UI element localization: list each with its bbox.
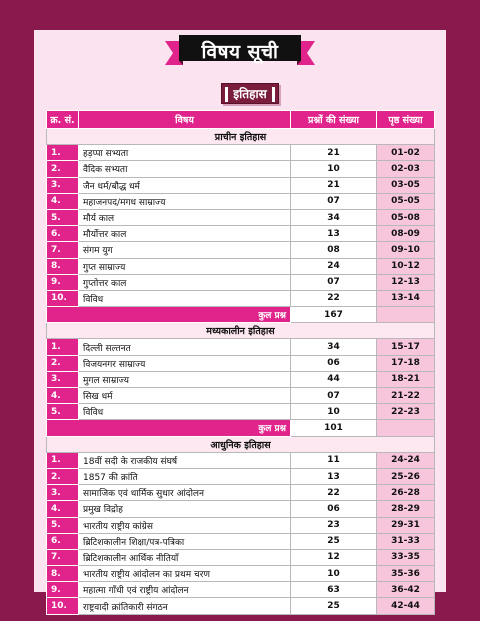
row-page-range: 25-26	[377, 468, 435, 484]
table-row	[47, 549, 435, 565]
section-title: प्राचीन इतिहास	[47, 129, 435, 145]
row-question-count: 24	[291, 258, 377, 274]
table-row	[47, 355, 435, 371]
row-page-range: 12-13	[377, 274, 435, 290]
row-subject: गुप्तोत्तर काल	[79, 274, 291, 290]
row-number: 7.	[47, 242, 79, 258]
row-number: 2.	[47, 161, 79, 177]
row-page-range: 42-44	[377, 598, 435, 614]
row-subject: ब्रिटिशकालीन आर्थिक नीतियाँ	[79, 549, 291, 565]
header-subject: विषय	[79, 111, 291, 129]
row-subject: मौर्य काल	[79, 209, 291, 225]
row-number: 5.	[47, 404, 79, 420]
row-number: 3.	[47, 177, 79, 193]
table-row	[47, 193, 435, 209]
section-title: मध्यकालीन इतिहास	[47, 323, 435, 339]
section-row	[47, 129, 435, 145]
table-row	[47, 371, 435, 387]
row-question-count: 13	[291, 468, 377, 484]
row-subject: मुगल साम्राज्य	[79, 371, 291, 387]
table-row	[47, 177, 435, 193]
header-count: प्रश्नों की संख्या	[291, 111, 377, 129]
row-page-range: 05-05	[377, 193, 435, 209]
row-page-range: 09-10	[377, 242, 435, 258]
row-page-range: 29-31	[377, 517, 435, 533]
row-page-range: 13-14	[377, 290, 435, 306]
table-row	[47, 598, 435, 614]
row-question-count: 06	[291, 501, 377, 517]
row-page-range: 18-21	[377, 371, 435, 387]
row-question-count: 21	[291, 177, 377, 193]
row-question-count: 06	[291, 355, 377, 371]
total-blank	[377, 307, 435, 323]
row-page-range: 35-36	[377, 566, 435, 582]
table-row	[47, 468, 435, 484]
row-question-count: 11	[291, 452, 377, 468]
row-number: 1.	[47, 145, 79, 161]
row-number: 10.	[47, 290, 79, 306]
row-subject: राष्ट्रवादी क्रांतिकारी संगठन	[79, 598, 291, 614]
row-page-range: 36-42	[377, 582, 435, 598]
row-subject: गुप्त साम्राज्य	[79, 258, 291, 274]
table-row	[47, 566, 435, 582]
row-subject: सिख धर्म	[79, 388, 291, 404]
section-row	[47, 436, 435, 452]
row-question-count: 12	[291, 549, 377, 565]
row-subject: महाजनपद/मगध साम्राज्य	[79, 193, 291, 209]
row-page-range: 02-03	[377, 161, 435, 177]
row-number: 10.	[47, 598, 79, 614]
row-question-count: 34	[291, 339, 377, 355]
total-value: 101	[291, 420, 377, 436]
row-subject: सामाजिक एवं धार्मिक सुधार आंदोलन	[79, 485, 291, 501]
row-page-range: 03-05	[377, 177, 435, 193]
row-number: 5.	[47, 209, 79, 225]
page-title: विषय सूची	[201, 41, 279, 63]
row-number: 3.	[47, 485, 79, 501]
table-row	[47, 258, 435, 274]
table-row	[47, 209, 435, 225]
row-subject: हड़प्पा सभ्यता	[79, 145, 291, 161]
row-page-range: 15-17	[377, 339, 435, 355]
table-row	[47, 517, 435, 533]
header-page: पृष्ठ संख्या	[377, 111, 435, 129]
total-label: कुल प्रश्न	[47, 420, 291, 436]
row-number: 9.	[47, 274, 79, 290]
row-number: 3.	[47, 371, 79, 387]
row-question-count: 07	[291, 274, 377, 290]
row-question-count: 10	[291, 161, 377, 177]
row-page-range: 33-35	[377, 549, 435, 565]
row-subject: विविध	[79, 404, 291, 420]
table-row	[47, 274, 435, 290]
header-sno: क्र. सं.	[47, 111, 79, 129]
row-question-count: 63	[291, 582, 377, 598]
table-row	[47, 533, 435, 549]
table-row	[47, 485, 435, 501]
total-label: कुल प्रश्न	[47, 307, 291, 323]
row-subject: 18वीं सदी के राजकीय संघर्ष	[79, 452, 291, 468]
table-row	[47, 226, 435, 242]
row-subject: 1857 की क्रांति	[79, 468, 291, 484]
row-page-range: 31-33	[377, 533, 435, 549]
row-number: 4.	[47, 501, 79, 517]
row-page-range: 28-29	[377, 501, 435, 517]
title-banner	[165, 35, 315, 67]
row-page-range: 08-09	[377, 226, 435, 242]
row-question-count: 21	[291, 145, 377, 161]
row-subject: विविध	[79, 290, 291, 306]
row-subject: प्रमुख विद्रोह	[79, 501, 291, 517]
table-row	[47, 161, 435, 177]
row-question-count: 22	[291, 290, 377, 306]
row-page-range: 05-08	[377, 209, 435, 225]
table-row	[47, 339, 435, 355]
row-number: 6.	[47, 533, 79, 549]
row-number: 4.	[47, 193, 79, 209]
table-row	[47, 290, 435, 306]
row-number: 2.	[47, 468, 79, 484]
row-page-range: 10-12	[377, 258, 435, 274]
row-subject: वैदिक सभ्यता	[79, 161, 291, 177]
row-page-range: 24-24	[377, 452, 435, 468]
row-question-count: 22	[291, 485, 377, 501]
row-number: 9.	[47, 582, 79, 598]
table-row	[47, 452, 435, 468]
row-question-count: 13	[291, 226, 377, 242]
total-value: 167	[291, 307, 377, 323]
row-number: 4.	[47, 388, 79, 404]
row-page-range: 26-28	[377, 485, 435, 501]
row-question-count: 34	[291, 209, 377, 225]
row-number: 6.	[47, 226, 79, 242]
table-header	[47, 111, 435, 129]
contents-page	[34, 30, 446, 613]
row-number: 8.	[47, 258, 79, 274]
row-number: 5.	[47, 517, 79, 533]
row-subject: भारतीय राष्ट्रीय आंदोलन का प्रथम चरण	[79, 566, 291, 582]
total-blank	[377, 420, 435, 436]
contents-table	[46, 110, 435, 615]
row-subject: संगम युग	[79, 242, 291, 258]
section-title: आधुनिक इतिहास	[47, 436, 435, 452]
row-subject: जैन धर्म/बौद्ध धर्म	[79, 177, 291, 193]
row-subject: मौर्योत्तर काल	[79, 226, 291, 242]
row-number: 2.	[47, 355, 79, 371]
table-row	[47, 501, 435, 517]
total-row	[47, 420, 435, 436]
section-row	[47, 323, 435, 339]
row-subject: ब्रिटिशकालीन शिक्षा/पत्र-पत्रिका	[79, 533, 291, 549]
row-page-range: 01-02	[377, 145, 435, 161]
row-subject: भारतीय राष्ट्रीय कांग्रेस	[79, 517, 291, 533]
subject-label: इतिहास	[221, 83, 279, 104]
row-question-count: 44	[291, 371, 377, 387]
row-question-count: 25	[291, 533, 377, 549]
table-row	[47, 242, 435, 258]
row-question-count: 08	[291, 242, 377, 258]
row-subject: महात्मा गाँधी एवं राष्ट्रीय आंदोलन	[79, 582, 291, 598]
row-question-count: 07	[291, 193, 377, 209]
row-question-count: 10	[291, 566, 377, 582]
row-question-count: 23	[291, 517, 377, 533]
row-page-range: 22-23	[377, 404, 435, 420]
row-subject: दिल्ली सल्तनत	[79, 339, 291, 355]
row-page-range: 17-18	[377, 355, 435, 371]
table-row	[47, 582, 435, 598]
row-number: 1.	[47, 339, 79, 355]
total-row	[47, 307, 435, 323]
row-question-count: 10	[291, 404, 377, 420]
row-question-count: 25	[291, 598, 377, 614]
row-number: 8.	[47, 566, 79, 582]
row-page-range: 21-22	[377, 388, 435, 404]
row-number: 1.	[47, 452, 79, 468]
table-row	[47, 404, 435, 420]
table-row	[47, 145, 435, 161]
row-number: 7.	[47, 549, 79, 565]
table-row	[47, 388, 435, 404]
row-question-count: 07	[291, 388, 377, 404]
row-subject: विजयनगर साम्राज्य	[79, 355, 291, 371]
